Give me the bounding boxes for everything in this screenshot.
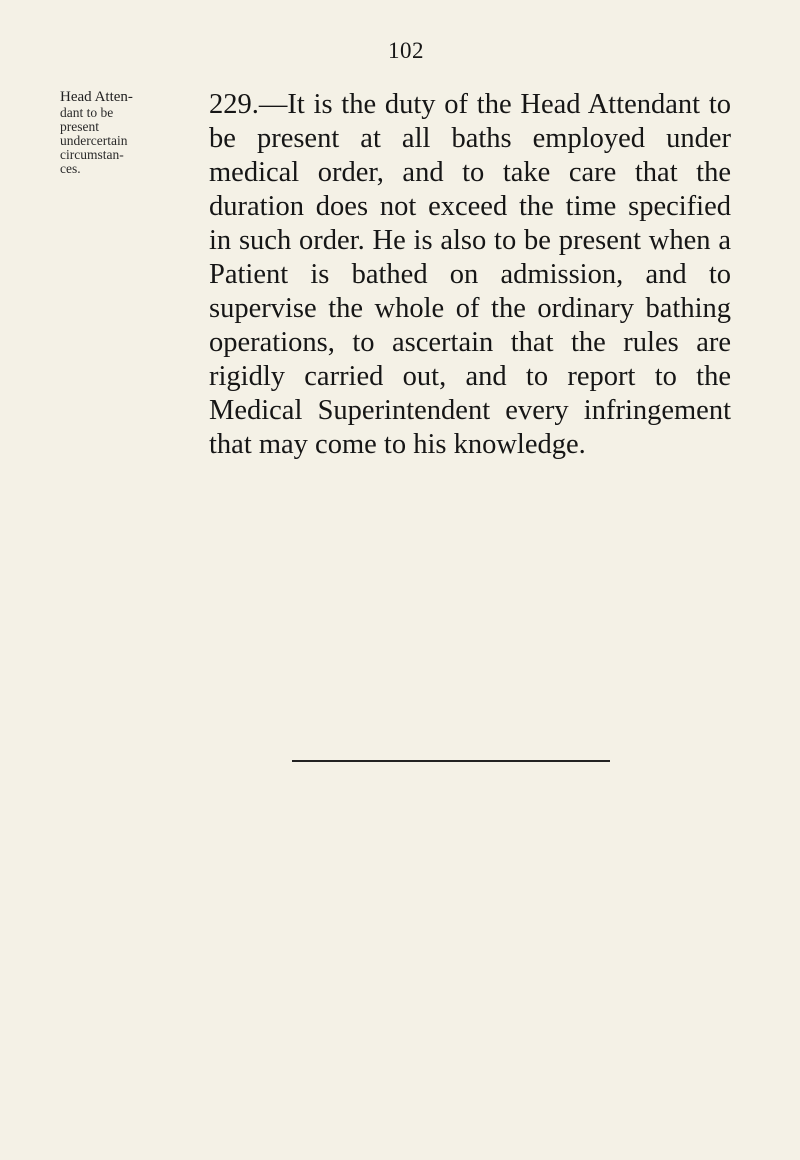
- page-number: 102: [388, 38, 424, 63]
- margin-note-line: undercertain: [60, 133, 128, 148]
- margin-note-line: circumstan-: [60, 147, 124, 162]
- section-divider: [292, 760, 610, 762]
- margin-note: [60, 90, 172, 176]
- margin-note-line: Head Atten-: [60, 89, 133, 105]
- margin-note-line: present: [60, 119, 99, 134]
- margin-note-line: dant to be: [60, 105, 114, 120]
- margin-note-line: ces.: [60, 161, 81, 176]
- rule-paragraph: 229.—It is the duty of the Head Attendant to be present at all baths employed under medical order, and to take care that the duration does not exceed the time specified in such order. He is also to be present when a Patient is bathed on admission, and to supervise the whole of the ordinary bathing operations, to ascertain that the rules are rigidly carried out, and to report to the Medical Superintendent every infringement that may come to his knowledge.: [209, 89, 731, 460]
